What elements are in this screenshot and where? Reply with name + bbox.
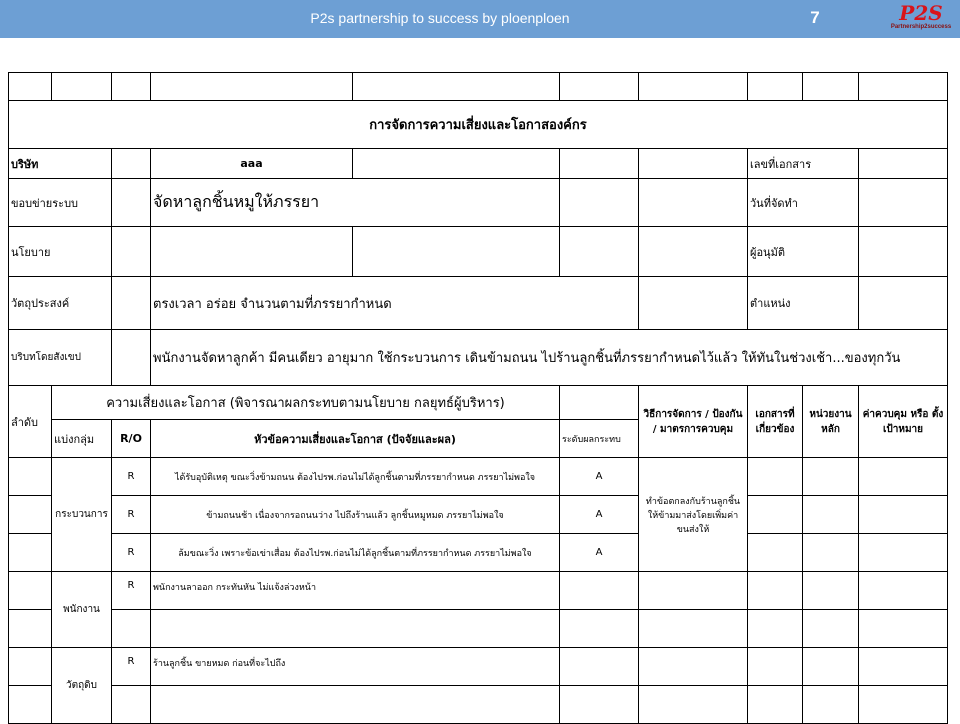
scope-row bbox=[9, 179, 948, 227]
approver-label: ผู้อนุมัติ bbox=[748, 227, 859, 277]
form-title: การจัดการความเสี่ยงและโอกาสองค์กร bbox=[9, 101, 948, 149]
logo-subtext: Partnership2success bbox=[890, 24, 952, 30]
row-topic: ร้านลูกชิ้น ขายหมด ก่อนที่จะไปถึง bbox=[151, 648, 560, 686]
category-material: วัตถุดิบ bbox=[52, 648, 112, 724]
row-ro: R bbox=[112, 534, 151, 572]
header-method: วิธีการจัดการ / ป้องกัน / มาตรการควบคุม bbox=[639, 386, 748, 458]
risk-header-row-1 bbox=[9, 386, 948, 420]
row-ro: R bbox=[112, 458, 151, 496]
row-topic: ข้ามถนนช้า เนื่องจากรอถนนว่าง ไปถึงร้านแล้ว ลูกชิ้นหมูหมด ภรรยาไม่พอใจ bbox=[151, 496, 560, 534]
header-bar bbox=[0, 0, 960, 38]
company-row bbox=[9, 149, 948, 179]
header-risk-group: ความเสี่ยงและโอกาส (พิจารณาผลกระทบตามนโยบาย กลยุทธ์ผู้บริหาร) bbox=[52, 386, 560, 420]
context-value: พนักงานจัดหาลูกค้า มีคนเดียว อายุมาก ใช้กระบวนการ เดินข้ามถนน ไปร้านลูกชิ้นที่ภรรยากำหนดไว้แล้ว ให้ทันในช่วงเช้า...ของทุกวัน bbox=[151, 330, 948, 386]
page-number: 7 bbox=[810, 8, 820, 27]
header-ro: R/O bbox=[112, 420, 151, 458]
p2s-logo bbox=[888, 2, 954, 36]
company-value: aaa bbox=[151, 149, 353, 179]
table-row bbox=[9, 648, 948, 686]
category-staff: พนักงาน bbox=[52, 572, 112, 648]
date-value bbox=[859, 179, 948, 227]
row-ro: R bbox=[112, 496, 151, 534]
category-process: กระบวนการ bbox=[52, 458, 112, 572]
row-impact bbox=[560, 648, 639, 686]
scope-label: ขอบข่ายระบบ bbox=[9, 179, 112, 227]
form-title-row bbox=[9, 101, 948, 149]
context-row bbox=[9, 330, 948, 386]
row-topic: พนักงานลาออก กระทันหัน ไม่แจ้งล่วงหน้า bbox=[151, 572, 560, 610]
logo-mark: P2S bbox=[899, 1, 943, 25]
table-row bbox=[9, 610, 948, 648]
spacer-row bbox=[9, 73, 948, 101]
row-ro: R bbox=[112, 648, 151, 686]
process-method: ทำข้อตกลงกับร้านลูกชิ้น ให้ข้ามมาส่งโดยเพิ่มค่าขนส่งให้ bbox=[639, 458, 748, 572]
date-label: วันที่จัดทำ bbox=[748, 179, 859, 227]
company-label: บริษัท bbox=[9, 149, 112, 179]
header-impact: ระดับผลกระทบ bbox=[560, 420, 639, 458]
row-topic: ได้รับอุบัติเหตุ ขณะวิ่งข้ามถนน ต้องไปรพ.ก่อนไม่ได้ลูกชิ้นตามที่ภรรยากำหนด ภรรยาไม่พอใจ bbox=[151, 458, 560, 496]
table-row bbox=[9, 458, 948, 496]
approver-value bbox=[859, 227, 948, 277]
header-unit: หน่วยงานหลัก bbox=[803, 386, 859, 458]
header-category: แบ่งกลุ่ม bbox=[52, 420, 112, 458]
header-title: P2s partnership to success by ploenploen bbox=[310, 10, 570, 26]
header-kpi: ค่าควบคุม หรือ ตั้งเป้าหมาย bbox=[859, 386, 948, 458]
scope-value: จัดหาลูกชิ้นหมูให้ภรรยา bbox=[151, 179, 560, 227]
header-no: ลำดับ bbox=[9, 386, 52, 458]
position-value bbox=[859, 277, 948, 330]
table-row bbox=[9, 496, 948, 534]
policy-row bbox=[9, 227, 948, 277]
doc-no-label: เลขที่เอกสาร bbox=[748, 149, 859, 179]
objective-row bbox=[9, 277, 948, 330]
table-row bbox=[9, 686, 948, 724]
row-topic: ล้มขณะวิ่ง เพราะข้อเข่าเสื่อม ต้องไปรพ.ก่อนไม่ได้ลูกชิ้นตามที่ภรรยากำหนด ภรรยาไม่พอใจ bbox=[151, 534, 560, 572]
table-row bbox=[9, 572, 948, 610]
row-impact: A bbox=[560, 496, 639, 534]
objective-value: ตรงเวลา อร่อย จำนวนตามที่ภรรยากำหนด bbox=[151, 277, 639, 330]
row-impact: A bbox=[560, 534, 639, 572]
header-topic: หัวข้อความเสี่ยงและโอกาส (ปัจจัยและผล) bbox=[151, 420, 560, 458]
header-documents: เอกสารที่เกี่ยวข้อง bbox=[748, 386, 803, 458]
policy-label: นโยบาย bbox=[9, 227, 112, 277]
position-label: ตำแหน่ง bbox=[748, 277, 859, 330]
objective-label: วัตถุประสงค์ bbox=[9, 277, 112, 330]
table-row bbox=[9, 534, 948, 572]
row-impact: A bbox=[560, 458, 639, 496]
risk-management-form bbox=[8, 72, 948, 724]
context-label: บริบทโดยสังเขป bbox=[9, 330, 112, 386]
row-impact bbox=[560, 572, 639, 610]
row-ro: R bbox=[112, 572, 151, 610]
doc-no-value bbox=[859, 149, 948, 179]
